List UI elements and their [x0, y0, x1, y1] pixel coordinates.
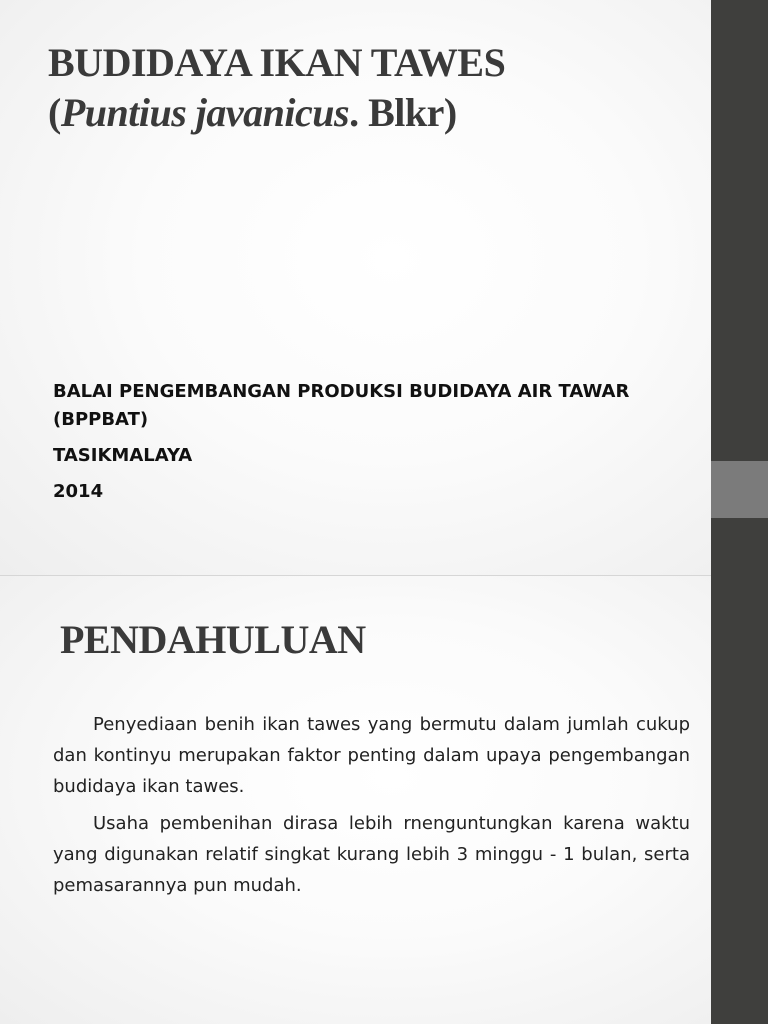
intro-paragraph-1: Penyediaan benih ikan tawes yang bermutu dalam jumlah cukup dan kontinyu merupakan faktor penting dalam upaya pengembangan budidaya ikan tawes.	[53, 714, 690, 797]
title-open-paren: (	[48, 90, 61, 135]
institution-name: BALAI PENGEMBANGAN PRODUKSI BUDIDAYA AIR TAWAR (BPPBAT)	[53, 381, 630, 430]
section-heading: PENDAHULUAN	[60, 617, 366, 662]
city-name: TASIKMALAYA	[53, 445, 193, 466]
intro-body	[53, 709, 690, 907]
intro-paragraph-2: Usaha pembenihan dirasa lebih rnenguntungkan karena waktu yang digunakan relatif singkat kurang lebih 3 minggu - 1 bulan, serta pemasarannya pun mudah.	[53, 813, 690, 896]
viewer-sidebar[interactable]	[711, 0, 768, 1024]
title-author-suffix: . Blkr)	[349, 90, 457, 135]
slide-title-heading	[48, 38, 505, 138]
year-label: 2014	[53, 481, 104, 502]
sidebar-scroll-handle[interactable]	[711, 461, 768, 518]
species-name: Puntius javanicus	[60, 90, 350, 135]
title-line-2	[48, 88, 505, 138]
slide-subtitle	[53, 378, 693, 514]
title-line-1: BUDIDAYA IKAN TAWES	[48, 40, 506, 85]
